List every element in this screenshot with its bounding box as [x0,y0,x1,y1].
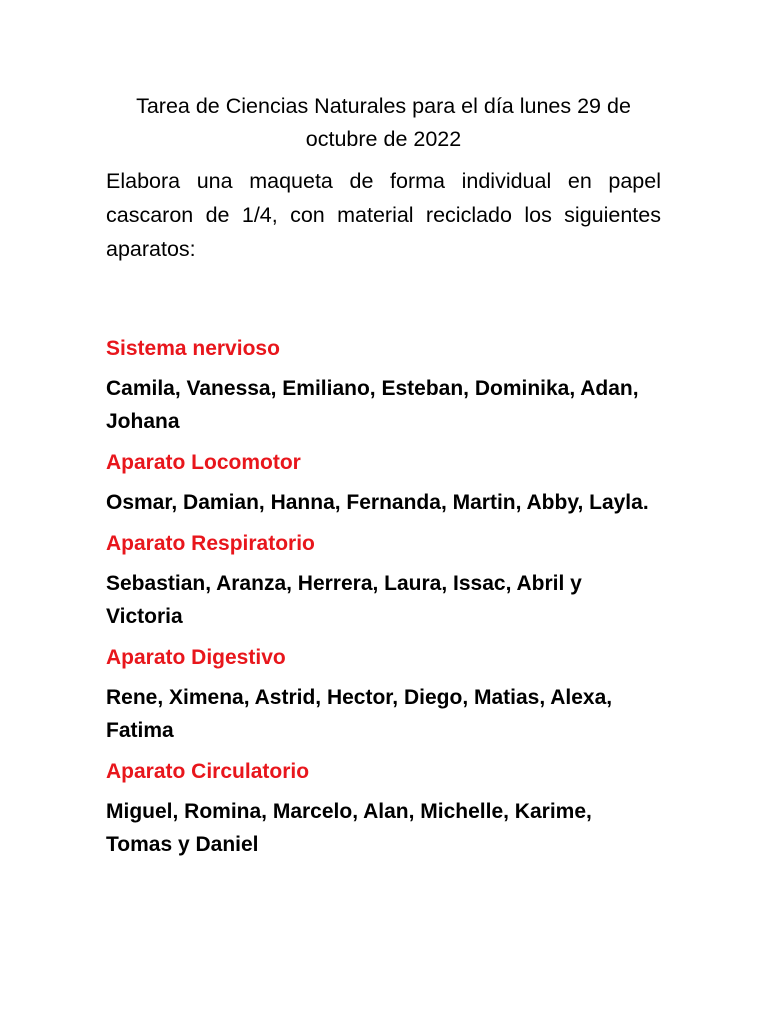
group-locomotor [106,448,661,519]
group-members: Rene, Ximena, Astrid, Hector, Diego, Matias, Alexa, Fatima [106,686,613,742]
group-respiratory [106,529,661,633]
group-members: Camila, Vanessa, Emiliano, Esteban, Dominika, Adan, Johana [106,377,639,433]
group-members: Miguel, Romina, Marcelo, Alan, Michelle, Karime, Tomas y Daniel [106,800,592,856]
group-heading: Aparato Digestivo [106,646,286,669]
title-line-1: Tarea de Ciencias Naturales para el día lunes 29 de [136,94,631,118]
group-heading: Aparato Circulatorio [106,760,310,783]
group-members: Osmar, Damian, Hanna, Fernanda, Martin, Abby, Layla. [106,491,649,514]
group-circulatory [106,757,661,861]
group-members: Sebastian, Aranza, Herrera, Laura, Issac, Abril y Victoria [106,572,582,628]
group-digestive [106,643,661,747]
group-list [106,334,661,861]
assignment-instructions: Elabora una maqueta de forma individual en papel cascaron de 1/4, con material reciclado los siguientes aparatos: [106,169,661,261]
group-heading: Sistema nervioso [106,337,280,360]
title-line-2: octubre de 2022 [305,127,462,151]
document-title [106,90,661,156]
group-heading: Aparato Locomotor [106,451,301,474]
group-heading: Aparato Respiratorio [106,532,315,555]
group-nervous-system [106,334,661,438]
